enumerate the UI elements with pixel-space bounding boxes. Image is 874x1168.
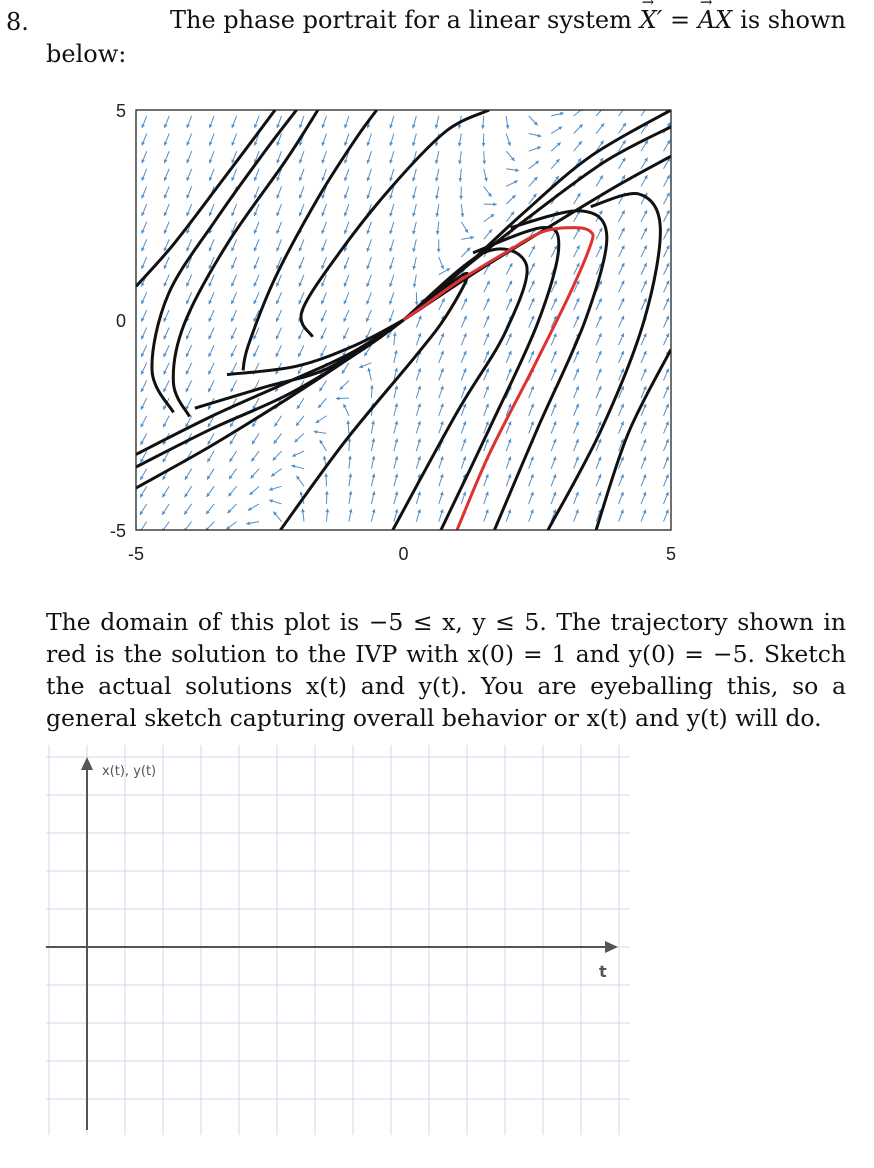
grid-lines — [46, 745, 630, 1135]
vector-arrowhead — [435, 125, 439, 129]
vector-arrowhead — [291, 465, 295, 469]
y-tick-label: -5 — [109, 521, 126, 541]
vector-arrowhead — [325, 491, 329, 495]
vector-arrowhead — [578, 158, 582, 162]
vector-arrowhead — [372, 474, 376, 478]
vector-arrowhead — [412, 195, 416, 199]
vector-arrowhead — [323, 456, 327, 460]
vector-arrowhead — [458, 178, 462, 182]
highlight-trajectory — [404, 228, 594, 530]
sketch-y-axis-label: x(t), y(t) — [102, 764, 157, 779]
vector-arrowhead — [493, 202, 497, 206]
vector-arrowhead — [395, 474, 399, 478]
vector-arrowhead — [560, 112, 564, 116]
y-axis-arrowhead — [81, 757, 93, 770]
vector-arrowhead — [371, 438, 375, 442]
vector-arrowhead — [437, 249, 441, 253]
question-intro — [170, 6, 846, 34]
vector-arrowhead — [435, 178, 439, 182]
vector-arrowhead — [395, 438, 399, 442]
y-tick-label: 5 — [115, 101, 126, 121]
vector-arrowhead — [412, 125, 416, 129]
sketch-x-axis-label: t — [599, 962, 607, 981]
intro-text-end: is shown — [740, 6, 846, 34]
vector-arrow — [574, 108, 584, 116]
vector-arrowhead — [667, 105, 671, 109]
vector-arrowhead — [370, 385, 374, 389]
vector-arrowhead — [372, 456, 376, 460]
vector-arrowhead — [296, 476, 300, 480]
highlight-trajectory-group — [404, 228, 594, 530]
vector-arrowhead — [413, 284, 417, 288]
vector-arrowhead — [393, 332, 397, 336]
vector-arrowhead — [324, 473, 328, 477]
vector-arrowhead — [394, 421, 398, 425]
vector-arrowhead — [412, 230, 416, 234]
vector-arrowhead — [412, 142, 416, 146]
vector-arrowhead — [372, 491, 376, 495]
vector-arrowhead — [484, 178, 488, 182]
intro-line2: below: — [46, 40, 127, 68]
vector-arrowhead — [301, 509, 305, 513]
vector-arrowhead — [623, 106, 627, 110]
x-tick-label: 5 — [665, 544, 677, 564]
vector-arrowhead — [435, 160, 439, 164]
vector-arrowhead — [435, 195, 439, 199]
vector-arrowhead — [395, 456, 399, 460]
y-tick-label: 0 — [115, 311, 126, 331]
vector-arrowhead — [325, 509, 329, 513]
intro-text: The phase portrait for a linear system — [170, 6, 632, 34]
sketch-grid — [46, 745, 636, 1137]
vector-arrowhead — [470, 236, 474, 240]
vector-arrowhead — [246, 521, 250, 525]
vector-arrowhead — [482, 143, 486, 147]
question-number: 8. — [6, 8, 29, 36]
vector-arrowhead — [412, 266, 416, 270]
vector-arrowhead — [348, 456, 352, 460]
x-axis-arrowhead — [605, 941, 618, 953]
vector-arrowhead — [394, 386, 398, 390]
vector-arrowhead — [371, 421, 375, 425]
vector-arrowhead — [394, 403, 398, 407]
vector-arrowhead — [435, 142, 439, 146]
intro-equals: = — [670, 6, 691, 34]
problem-paragraph: The domain of this plot is −5 ≤ x, y ≤ 5. The trajectory shown in red is the solution to the IVP with x(0) = 1 and y(0) = −5. Sketch the actual solutions x(t) and y(t). You are eyeballing this, so a general sketch capturing overall behavior or x(t) and y(t) will do. — [46, 608, 846, 732]
trajectory-line — [136, 127, 671, 467]
vector-arrowhead — [490, 214, 494, 218]
vector-arrowhead — [459, 196, 463, 200]
vector-arrowhead — [394, 368, 398, 372]
trajectory-line — [596, 349, 671, 530]
vector-arrow — [619, 106, 627, 116]
trajectory-line — [173, 110, 318, 417]
x-tick-label: -5 — [127, 544, 145, 564]
vector-arrowhead — [481, 125, 485, 129]
vector-arrowhead — [367, 368, 371, 372]
vector-arrowhead — [412, 213, 416, 217]
vector-arrow — [140, 522, 147, 533]
vector-arrowhead — [229, 475, 233, 479]
vector-arrowhead — [482, 161, 486, 165]
vector-arrowhead — [412, 248, 416, 252]
intro-var-x-prime: → X′ — [640, 6, 663, 34]
vector-arrow — [162, 522, 169, 533]
vector-arrowhead — [372, 509, 376, 513]
vector-arrowhead — [538, 134, 542, 138]
intro-var-ax: → AX — [698, 6, 732, 34]
vector-arrowhead — [412, 177, 416, 181]
vector-arrowhead — [346, 420, 350, 424]
vector-arrowhead — [349, 509, 353, 513]
vector-arrowhead — [645, 105, 649, 109]
vector-arrowhead — [458, 125, 462, 129]
x-tick-label: 0 — [398, 544, 409, 564]
phase-portrait-chart — [90, 95, 690, 585]
vector-arrowhead — [415, 302, 419, 306]
vector-arrowhead — [394, 350, 398, 354]
vector-arrow — [596, 106, 605, 116]
trajectory-line — [136, 110, 671, 488]
vector-arrowhead — [336, 397, 340, 401]
